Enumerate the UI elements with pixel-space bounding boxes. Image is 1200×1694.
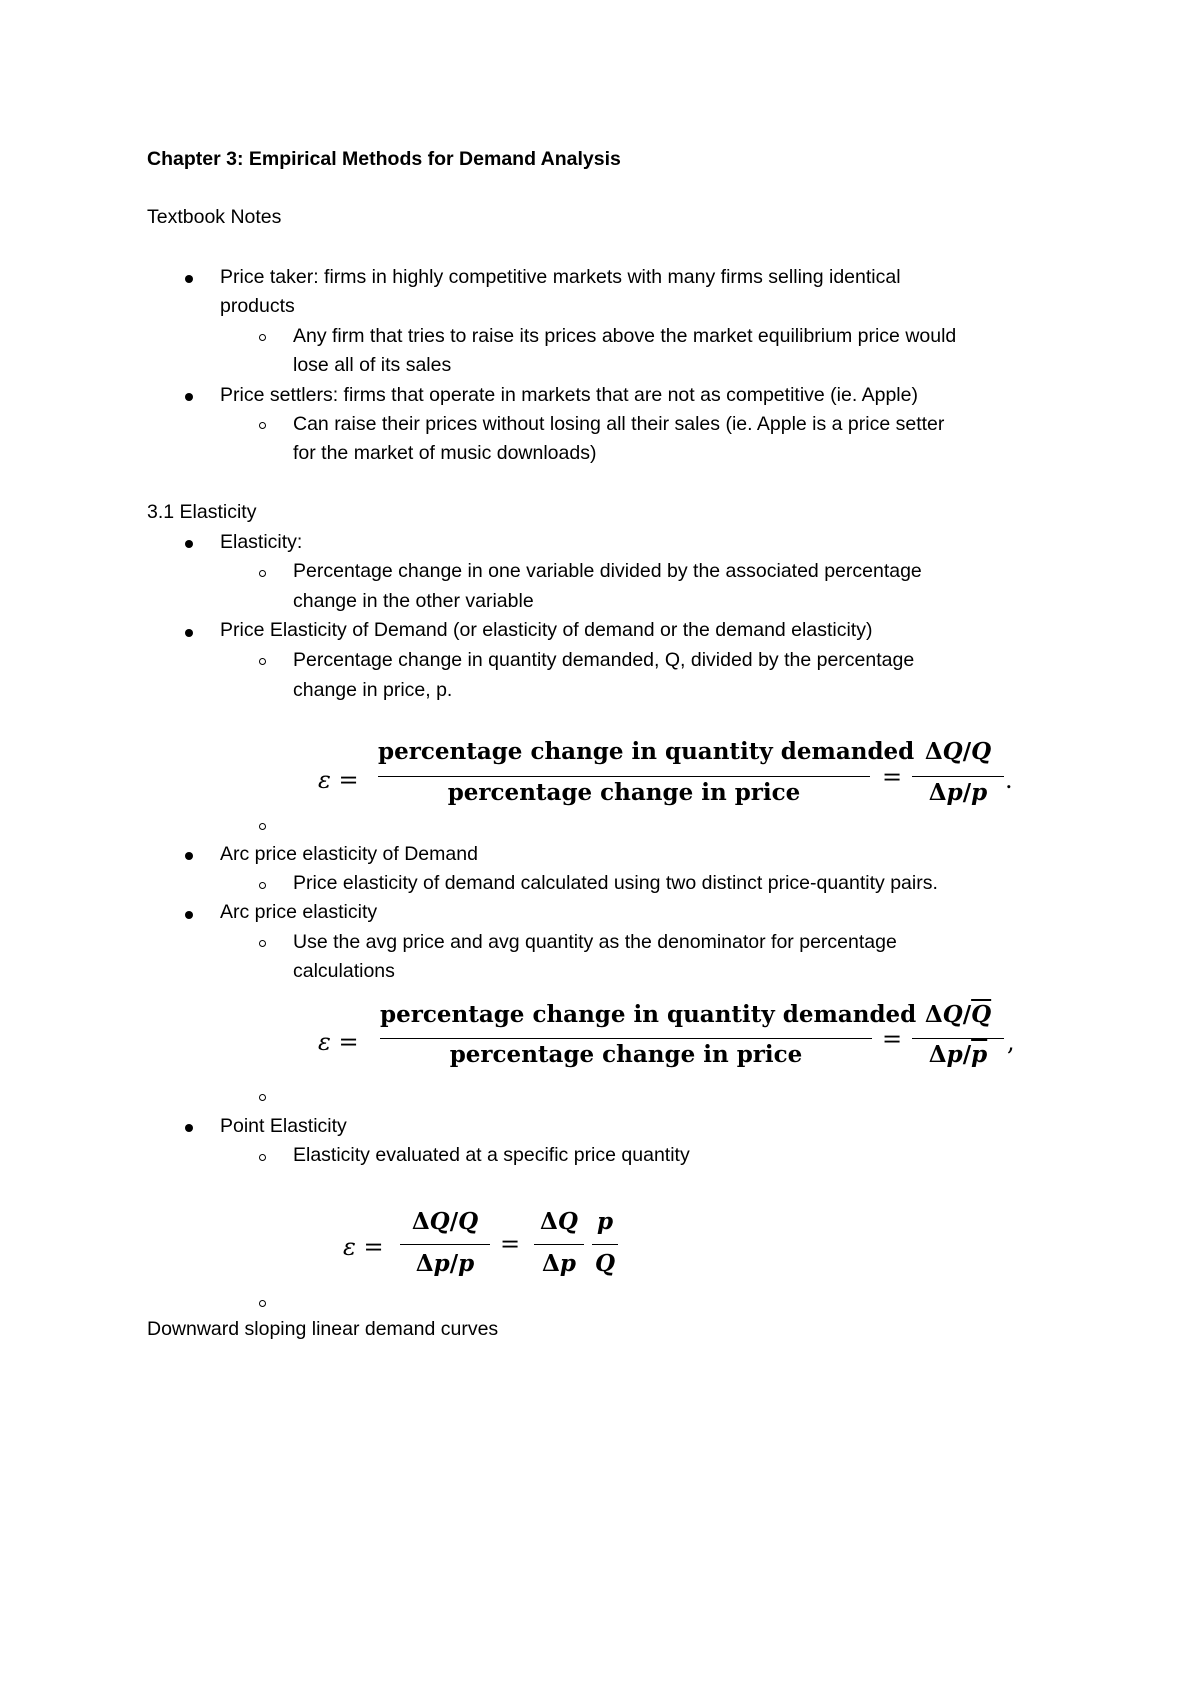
delta: Δ bbox=[411, 1208, 430, 1235]
list-subitem-continuation: change in price, p. bbox=[293, 679, 453, 701]
ratio-denominator bbox=[534, 1252, 584, 1275]
list-item: Arc price elasticity of Demand bbox=[220, 843, 478, 865]
list-subitem: Percentage change in quantity demanded, Q, divided by the percentage bbox=[293, 649, 915, 671]
var-q: Q bbox=[429, 1208, 450, 1235]
var-p-bar: $\overline{p}$ bbox=[971, 1041, 988, 1068]
list-subitem-continuation: change in the other variable bbox=[293, 590, 534, 612]
bullet-circle bbox=[259, 1094, 266, 1101]
ratio-numerator bbox=[534, 1210, 584, 1233]
equals-sign: = bbox=[882, 763, 903, 791]
delta: Δ bbox=[542, 1250, 560, 1277]
fraction-bar bbox=[912, 1038, 1004, 1039]
fraction-bar bbox=[400, 1244, 490, 1245]
section-heading: 3.1 Elasticity bbox=[147, 501, 257, 523]
bullet-circle bbox=[259, 823, 266, 830]
equation-denominator: percentage change in price bbox=[447, 779, 801, 806]
equation-numerator: percentage change in quantity demanded bbox=[380, 1001, 917, 1028]
list-subitem: Price elasticity of demand calculated using two distinct price-quantity pairs. bbox=[293, 872, 938, 894]
delta: Δ bbox=[540, 1208, 558, 1235]
equation-lhs: ε = bbox=[318, 1028, 359, 1056]
list-item: Price Elasticity of Demand (or elasticity of demand or the demand elasticity) bbox=[220, 619, 873, 641]
page-title: Chapter 3: Empirical Methods for Demand Analysis bbox=[147, 148, 621, 170]
slash: / bbox=[962, 1041, 972, 1068]
bullet-circle bbox=[259, 334, 266, 341]
delta: Δ bbox=[928, 1041, 947, 1068]
bullet-disc bbox=[185, 629, 193, 637]
slash: / bbox=[962, 738, 972, 765]
var-p: p bbox=[559, 1250, 576, 1277]
var-q: Q bbox=[942, 738, 963, 765]
bullet-circle bbox=[259, 940, 266, 947]
ratio-denominator bbox=[912, 781, 1004, 804]
fraction-bar bbox=[380, 1038, 872, 1039]
slash: / bbox=[962, 1001, 972, 1028]
ratio-numerator bbox=[400, 1210, 490, 1233]
var-p: p bbox=[946, 1041, 963, 1068]
list-item-continuation: products bbox=[220, 295, 295, 317]
ratio-denominator bbox=[912, 1043, 1004, 1066]
list-subitem: Can raise their prices without losing all their sales (ie. Apple is a price setter bbox=[293, 413, 945, 435]
ratio-numerator: p bbox=[596, 1208, 614, 1235]
subtitle: Textbook Notes bbox=[147, 206, 282, 228]
delta: Δ bbox=[928, 779, 947, 806]
var-q-bar: $\overline{Q}$ bbox=[971, 1001, 992, 1028]
var-q: Q bbox=[458, 1208, 479, 1235]
bullet-disc bbox=[185, 911, 193, 919]
var-q: Q bbox=[971, 738, 992, 765]
list-item: Price taker: firms in highly competitive markets with many firms selling identical bbox=[220, 266, 901, 288]
ratio-denominator bbox=[400, 1252, 490, 1275]
bullet-disc bbox=[185, 852, 193, 860]
bullet-circle bbox=[259, 1154, 266, 1161]
delta: Δ bbox=[924, 1001, 943, 1028]
delta: Δ bbox=[415, 1250, 434, 1277]
bullet-circle bbox=[259, 1300, 266, 1307]
var-q: Q bbox=[557, 1208, 578, 1235]
slash: / bbox=[449, 1208, 459, 1235]
bullet-circle bbox=[259, 570, 266, 577]
list-subitem-continuation: for the market of music downloads) bbox=[293, 442, 597, 464]
var-q: Q bbox=[942, 1001, 963, 1028]
list-item: Point Elasticity bbox=[220, 1115, 347, 1137]
equation-lhs: ε = bbox=[343, 1233, 384, 1261]
fraction-bar bbox=[534, 1244, 584, 1245]
list-item: Price settlers: firms that operate in markets that are not as competitive (ie. Apple) bbox=[220, 384, 918, 406]
slash: / bbox=[962, 779, 972, 806]
footer-text: Downward sloping linear demand curves bbox=[147, 1318, 499, 1340]
fraction-bar bbox=[378, 776, 870, 777]
var-p: p bbox=[946, 779, 963, 806]
list-item: Arc price elasticity bbox=[220, 901, 378, 923]
list-subitem-continuation: lose all of its sales bbox=[293, 354, 452, 376]
equals-sign: = bbox=[500, 1230, 521, 1258]
equation-lhs: ε = bbox=[318, 766, 359, 794]
bullet-disc bbox=[185, 393, 193, 401]
var-p: p bbox=[433, 1250, 450, 1277]
slash: / bbox=[449, 1250, 459, 1277]
equation-numerator: percentage change in quantity demanded bbox=[378, 738, 915, 765]
list-item: Elasticity: bbox=[220, 531, 303, 553]
delta: Δ bbox=[924, 738, 943, 765]
ratio-numerator bbox=[912, 1003, 1004, 1026]
list-subitem: Any firm that tries to raise its prices above the market equilibrium price would bbox=[293, 325, 957, 347]
ratio-denominator: Q bbox=[594, 1250, 616, 1277]
bullet-circle bbox=[259, 658, 266, 665]
fraction-bar bbox=[592, 1244, 618, 1245]
bullet-disc bbox=[185, 1124, 193, 1132]
list-subitem: Use the avg price and avg quantity as the denominator for percentage bbox=[293, 931, 897, 953]
list-subitem: Elasticity evaluated at a specific price quantity bbox=[293, 1144, 690, 1166]
var-p: p bbox=[971, 779, 988, 806]
equation-denominator: percentage change in price bbox=[449, 1041, 803, 1068]
fraction-bar bbox=[912, 776, 1004, 777]
list-subitem-continuation: calculations bbox=[293, 960, 395, 982]
equals-sign: = bbox=[882, 1025, 903, 1053]
var-p: p bbox=[458, 1250, 475, 1277]
bullet-disc bbox=[185, 275, 193, 283]
bullet-circle bbox=[259, 882, 266, 889]
list-subitem: Percentage change in one variable divided by the associated percentage bbox=[293, 560, 922, 582]
bullet-circle bbox=[259, 422, 266, 429]
bullet-disc bbox=[185, 540, 193, 548]
equation-period: . bbox=[1005, 766, 1013, 794]
equation-comma: , bbox=[1007, 1028, 1015, 1056]
ratio-numerator bbox=[912, 740, 1004, 763]
